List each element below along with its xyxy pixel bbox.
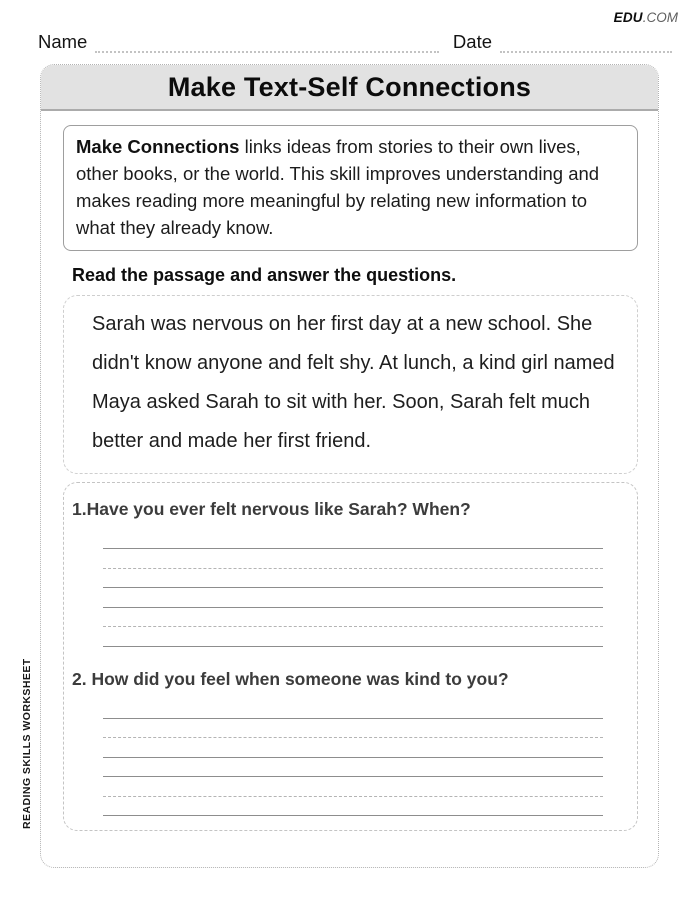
answer-line (103, 608, 603, 628)
answer-line (103, 549, 603, 569)
question-1-answer-lines (103, 525, 603, 647)
name-label: Name (38, 31, 88, 52)
definition-box (63, 125, 638, 251)
answer-line (103, 569, 603, 589)
answer-line (103, 588, 603, 608)
passage-text: Sarah was nervous on her first day at a new school. She didn't know anyone and felt shy. At lunch, a kind girl named Maya asked Sarah to sit with her. Soon, Sarah felt much better and made her first friend. (92, 313, 615, 452)
title-bar (41, 65, 658, 111)
answer-line (103, 627, 603, 647)
question-1-label: 1.Have you ever felt nervous like Sarah? When? (72, 499, 471, 519)
page-title: Make Text-Self Connections (167, 71, 532, 102)
worksheet-card (40, 64, 659, 868)
name-write-line (95, 32, 439, 53)
sidebar-vertical-label: READING SKILLS WORKSHEET (21, 658, 33, 829)
date-label: Date (452, 31, 492, 52)
date-write-line (500, 32, 672, 53)
edu-logo-com: .COM (642, 10, 678, 25)
questions-box (63, 482, 638, 831)
answer-line (103, 777, 603, 797)
passage-box (63, 295, 638, 474)
answer-line (103, 738, 603, 758)
name-date-row (38, 31, 672, 53)
question-2-label: 2. How did you feel when someone was kind to you? (72, 668, 509, 689)
answer-line (103, 525, 603, 549)
question-2-answer-lines (103, 695, 603, 817)
definition-lead: Make Connections (76, 136, 240, 157)
answer-line (103, 797, 603, 817)
answer-line (103, 695, 603, 719)
instruction-heading: Read the passage and answer the questions. (72, 265, 457, 285)
edu-logo-bold: EDU (613, 10, 643, 25)
definition-text: links ideas from stories to their own lives, other books, or the world. This skill improves understanding and makes reading more meaningful by relating new information to what they already know. (76, 136, 600, 238)
edu-com-logo (614, 10, 678, 25)
answer-line (103, 719, 603, 739)
answer-line (103, 758, 603, 778)
